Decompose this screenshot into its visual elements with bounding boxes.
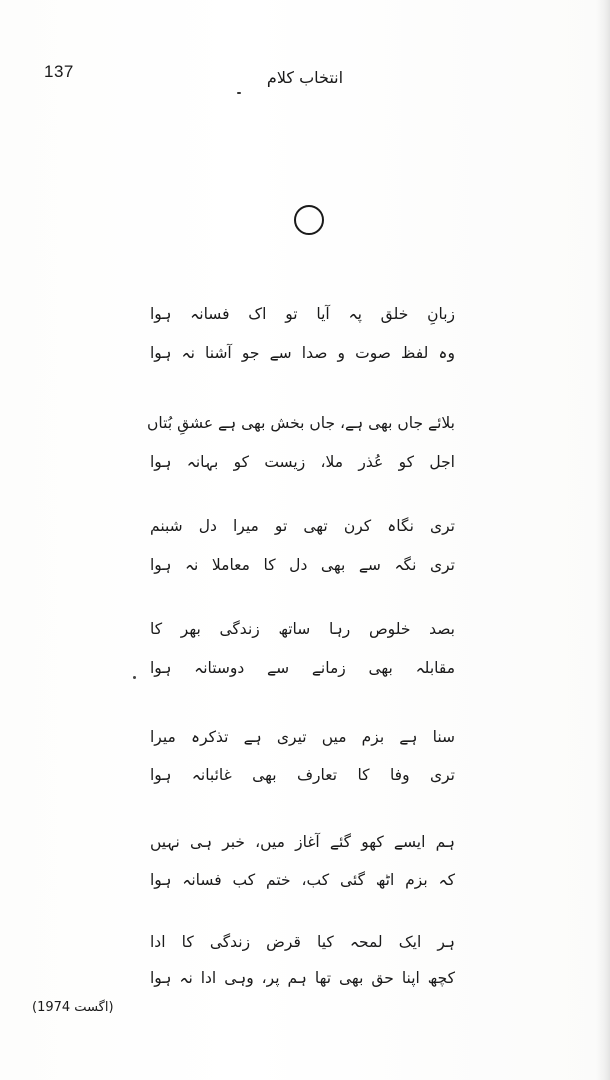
page-number: 137 — [44, 62, 74, 81]
couplet-1-line-2: وہ لفظ صوت و صدا سے جو آشنا نہ ہوا — [150, 344, 455, 362]
couplet-4-line-2: مقابلہ بھی زمانے سے دوستانہ ہوا — [150, 659, 455, 677]
couplet-6-line-2: کہ بزم اٹھ گئی کب، ختم کب فسانہ ہوا — [150, 871, 455, 889]
ink-dot — [133, 676, 136, 679]
couplet-4-line-1: بصد خلوص رہا ساتھ زندگی بھر کا — [150, 620, 455, 638]
couplet-3-line-1: تری نگاہ کرن تھی تو میرا دل شبنم — [150, 517, 455, 535]
couplet-3-line-2: تری نگہ سے بھی دل کا معاملا نہ ہوا — [150, 556, 455, 574]
couplet-5-line-2: تری وفا کا تعارف بھی غائبانہ ہوا — [150, 766, 455, 784]
couplet-6-line-1: ہم ایسے کھو گئے آغاز میں، خبر ہی نہیں — [150, 833, 455, 851]
couplet-2-line-1: بلائے جاں بھی ہے، جاں بخش بھی ہے عشقِ بُتاں — [147, 414, 455, 432]
running-head: انتخاب کلام — [266, 68, 344, 87]
composition-date: (اگست 1974) — [32, 1000, 114, 1015]
page-edge-shadow — [596, 0, 610, 1080]
ghazal — [147, 0, 455, 1080]
couplet-5-line-1: سنا ہے بزم میں تیری ہے تذکرہ میرا — [150, 728, 455, 746]
couplet-7-line-1: ہر ایک لمحہ کیا قرض زندگی کا ادا — [150, 933, 455, 951]
couplet-1-line-1: زبانِ خلق پہ آیا تو اک فسانہ ہوا — [150, 305, 455, 323]
couplet-7-line-2: کچھ اپنا حق بھی تھا ہم پر، وہی ادا نہ ہوا — [150, 969, 455, 987]
couplet-2-line-2: اجل کو عُذر ملا، زیست کو بہانہ ہوا — [150, 453, 455, 471]
